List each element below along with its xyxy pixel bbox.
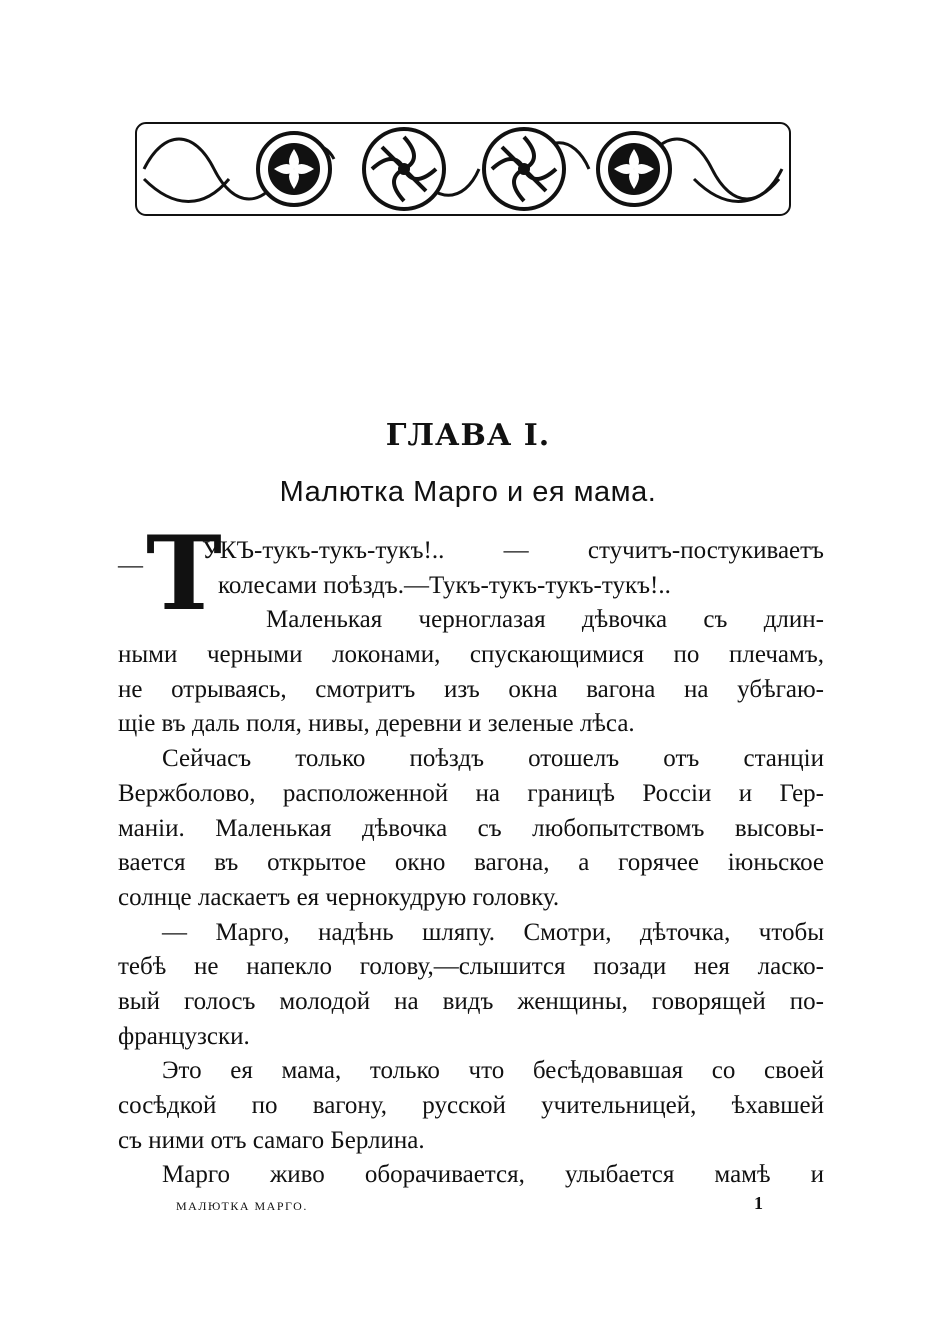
text-line: сосѣдкой по вагону, русской учительницей, ѣхавшей bbox=[118, 1092, 824, 1119]
text-line: УКЪ-тукъ-тукъ-тукъ!.. — стучитъ-постукиваетъ bbox=[202, 537, 824, 564]
text-line: Маленькая черноглазая дѣвочка съ длин- bbox=[266, 606, 824, 634]
text-line: Марго живо оборачивается, улыбается мамѣ и bbox=[162, 1161, 824, 1189]
body-text bbox=[118, 514, 824, 1193]
text-line: колесами поѣздъ.—Тукъ-тукъ-тукъ-тукъ!.. bbox=[218, 571, 671, 599]
ornamental-headpiece bbox=[134, 119, 792, 219]
text-line: — Марго, надѣнь шляпу. Смотри, дѣточка, чтобы bbox=[162, 918, 824, 946]
text-line: Это ея мама, только что бесѣдовавшая со своей bbox=[162, 1057, 824, 1085]
running-title: МАЛЮТКА МАРГО. bbox=[176, 1199, 308, 1213]
dropcap-dash: — bbox=[118, 552, 143, 579]
chapter-subtitle: Малютка Марго и ея мама. bbox=[279, 476, 657, 508]
text-line: не отрываясь, смотритъ изъ окна вагона на убѣгаю- bbox=[118, 675, 824, 703]
text-line: солнце ласкаетъ ея чернокудрую головку. bbox=[118, 883, 560, 911]
text-line: тебѣ не напекло голову,—слышится позади нея ласко- bbox=[118, 953, 824, 981]
text-line: съ ними отъ самаго Берлина. bbox=[118, 1126, 425, 1154]
text-line: маніи. Маленькая дѣвочка съ любопытствомъ высовы- bbox=[118, 814, 824, 842]
text-line: ными черными локонами, спускающимися по плечамъ, bbox=[118, 641, 824, 669]
signature-mark: 1 bbox=[754, 1193, 763, 1213]
text-line: Сейчасъ только поѣздъ отошелъ отъ станціи bbox=[162, 745, 824, 773]
text-line: Вержболово, расположенной на границѣ Россіи и Гер- bbox=[118, 779, 824, 807]
text-line: щіе въ даль поля, нивы, деревни и зеленые лѣса. bbox=[118, 710, 635, 738]
text-line: французски. bbox=[118, 1022, 250, 1050]
text-line: вый голосъ молодой на видъ женщины, говорящей по- bbox=[118, 987, 824, 1015]
chapter-title: ГЛАВА I. bbox=[385, 418, 551, 453]
drop-cap-letter: Т bbox=[146, 514, 222, 634]
text-line: вается въ открытое окно вагона, а горячее іюньское bbox=[118, 849, 824, 877]
